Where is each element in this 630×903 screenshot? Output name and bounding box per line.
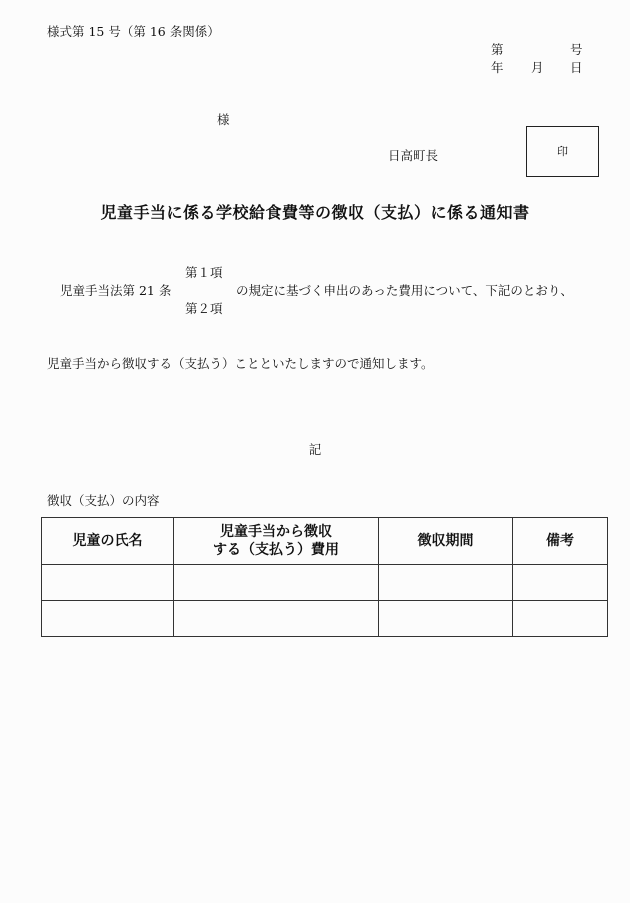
clause-1: 第１項 [185,265,223,280]
header-cost [174,518,379,565]
section-label: 徴収（支払）の内容 [47,493,160,508]
seal-label: 印 [557,145,568,158]
sender-name: 日高町長 [388,148,439,163]
cell-cost[interactable] [174,601,379,637]
cell-remarks[interactable] [513,601,608,637]
table-row [42,601,608,637]
body-line-2: 児童手当から徴収する（支払う）ことといたしますので通知します。 [47,356,434,371]
doc-number-prefix: 第 [491,42,504,57]
cell-child-name[interactable] [42,601,174,637]
header-child-name: 児童の氏名 [42,518,174,565]
header-cost-line-2: する（支払う）費用 [213,542,339,558]
cell-period[interactable] [379,601,513,637]
seal-box [526,126,599,177]
law-reference: 児童手当法第 21 条 [60,283,172,298]
doc-number-suffix: 号 [570,42,583,57]
cell-cost[interactable] [174,565,379,601]
table-row [42,565,608,601]
date-day: 日 [570,60,583,75]
content-table [41,517,608,637]
header-period: 徴収期間 [379,518,513,565]
header-remarks: 備考 [513,518,608,565]
cell-remarks[interactable] [513,565,608,601]
clause-2: 第２項 [185,301,223,316]
cell-child-name[interactable] [42,565,174,601]
ki-heading: 記 [308,442,322,457]
document-title: 児童手当に係る学校給食費等の徴収（支払）に係る通知書 [100,203,530,222]
date-month: 月 [531,60,544,75]
addressee-suffix: 様 [217,112,230,127]
date-year: 年 [491,60,504,75]
header-cost-line-1: 児童手当から徴収 [220,524,332,540]
table-header-row [42,518,608,565]
body-line-1: の規定に基づく申出のあった費用について、下記のとおり、 [236,283,573,298]
form-number: 様式第 15 号（第 16 条関係） [47,24,220,39]
cell-period[interactable] [379,565,513,601]
